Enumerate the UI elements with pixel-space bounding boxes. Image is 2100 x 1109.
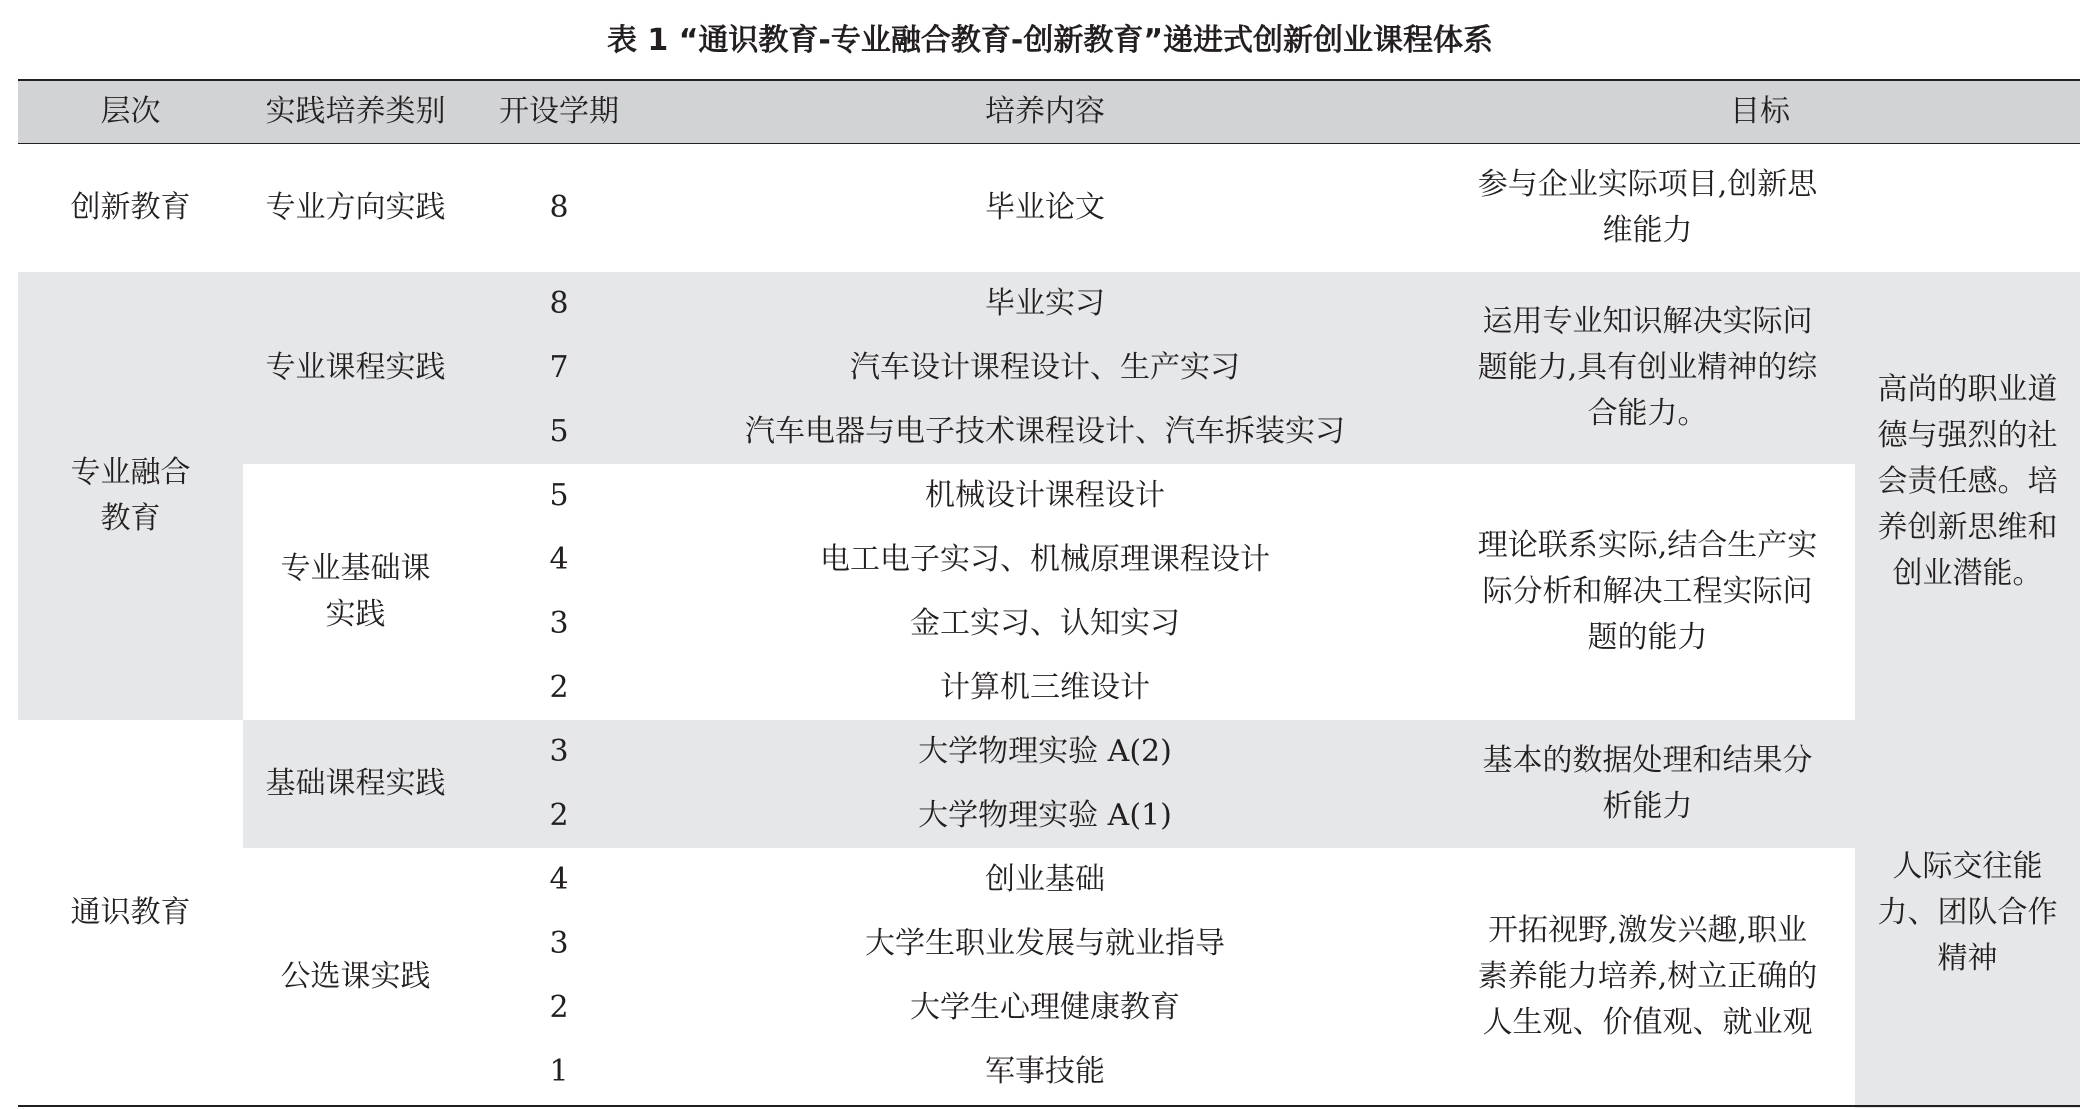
- header-content: 培养内容: [985, 94, 1105, 129]
- row-semester: 5: [549, 478, 569, 513]
- row-semester: 2: [549, 670, 569, 705]
- row-semester: 8: [549, 190, 569, 225]
- row-content: 金工实习、认知实习: [910, 606, 1180, 641]
- category-elective: 公选课实践: [280, 959, 431, 994]
- row-semester: 2: [549, 990, 569, 1025]
- row-content: 大学物理实验 A(2): [918, 734, 1172, 769]
- level-general: 通识教育: [70, 895, 191, 930]
- goal-basic-course: 基本的数据处理和结果分 析能力: [1482, 743, 1813, 824]
- row-semester: 4: [549, 862, 569, 897]
- goal-elective: 开拓视野,激发兴趣,职业 素养能力培养,树立正确的 人生观、价值观、就业观: [1477, 913, 1818, 1040]
- row-semester: 8: [549, 286, 569, 321]
- level-professional: 专业融合 教育: [70, 455, 191, 536]
- row-semester: 2: [549, 798, 569, 833]
- goal-major-foundation: 理论联系实际,结合生产实 际分析和解决工程实际问 题的能力: [1477, 528, 1818, 655]
- row-content: 大学生职业发展与就业指导: [865, 926, 1225, 961]
- header-semester: 开设学期: [499, 94, 619, 129]
- outer-goal-general: 人际交往能 力、团队合作 精神: [1877, 849, 2058, 976]
- row-semester: 3: [549, 926, 569, 961]
- category-basic-course: 基础课程实践: [265, 766, 446, 801]
- row-content: 电工电子实习、机械原理课程设计: [820, 542, 1270, 577]
- row-content: 机械设计课程设计: [925, 478, 1165, 513]
- category-major-course: 专业课程实践: [265, 350, 446, 385]
- header-level: 层次: [100, 94, 161, 129]
- row-semester: 1: [549, 1054, 569, 1089]
- goal-innovation: 参与企业实际项目,创新思 维能力: [1477, 167, 1818, 248]
- row-semester: 7: [549, 350, 569, 385]
- row-content: 计算机三维设计: [940, 670, 1150, 705]
- row-semester: 4: [549, 542, 569, 577]
- row-content: 大学物理实验 A(1): [918, 798, 1172, 833]
- header-category: 实践培养类别: [265, 94, 446, 129]
- category-major-direction: 专业方向实践: [265, 190, 446, 225]
- goal-major-course: 运用专业知识解决实际问 题能力,具有创业精神的综 合能力。: [1477, 304, 1818, 431]
- row-content: 汽车设计课程设计、生产实习: [850, 350, 1240, 385]
- row-semester: 3: [549, 734, 569, 769]
- row-content: 大学生心理健康教育: [910, 990, 1180, 1025]
- row-semester: 3: [549, 606, 569, 641]
- row-content: 军事技能: [985, 1054, 1105, 1089]
- table-title: 表 1 “通识教育-专业融合教育-创新教育”递进式创新创业课程体系: [606, 23, 1494, 58]
- row-semester: 5: [549, 414, 569, 449]
- header-goal: 目标: [1730, 94, 1790, 129]
- row-content: 毕业论文: [985, 190, 1105, 225]
- level-innovation: 创新教育: [70, 190, 191, 225]
- row-content: 毕业实习: [985, 286, 1105, 321]
- row-content: 创业基础: [985, 862, 1105, 897]
- row-content: 汽车电器与电子技术课程设计、汽车拆装实习: [745, 414, 1345, 449]
- category-major-foundation: 专业基础课 实践: [280, 551, 431, 632]
- outer-goal-professional: 高尚的职业道 德与强烈的社 会责任感。培 养创新思维和 创业潜能。: [1877, 372, 2058, 591]
